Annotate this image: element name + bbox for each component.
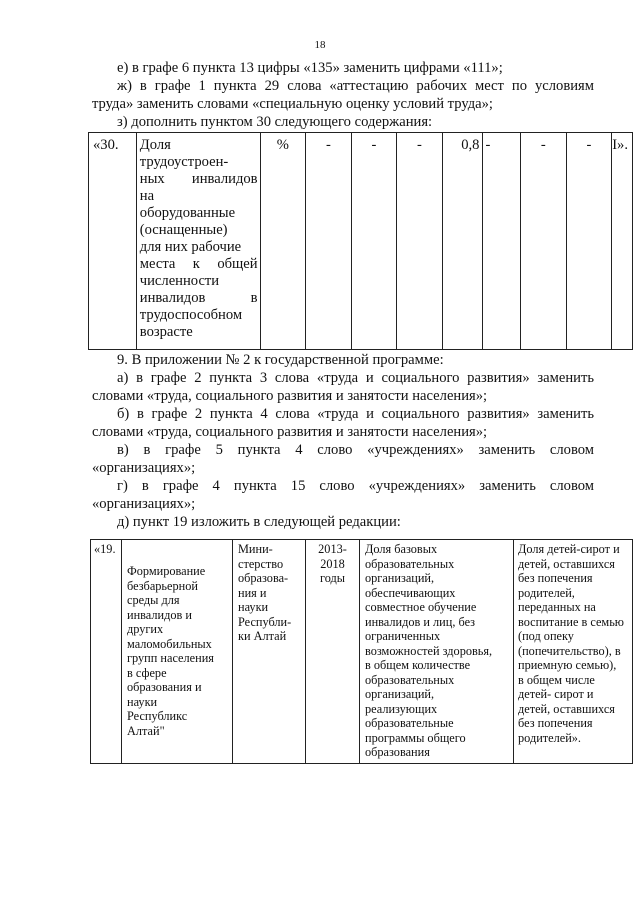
indicator-line: возможностей здоровья, [365, 643, 493, 658]
program-line: Республикс [127, 709, 188, 723]
program-line: маломобильных [127, 636, 212, 651]
program-line: образования и [127, 680, 202, 694]
program-line: в сфере [127, 665, 167, 680]
program-line: групп населения [127, 651, 214, 665]
indicator-line: образования [365, 745, 430, 759]
period-cell [306, 540, 360, 764]
program-name-cell [122, 540, 233, 764]
unit-cell: % [260, 133, 306, 350]
name-line: (оснащенные) [139, 222, 228, 238]
indicator-line: образовательных [365, 672, 455, 687]
name-line: инвалидов в [139, 290, 258, 306]
indicator-line: детей, оставшихся [518, 701, 615, 716]
indicator-line: детей- сирот и [518, 687, 594, 701]
amendment-line-a: а) в графе 2 пункта 3 слова «труда и социального развития» заменить [117, 370, 594, 386]
value-cell-5: - [483, 133, 521, 350]
amendment-line-z: з) дополнить пунктом 30 следующего содержания: [117, 114, 433, 130]
value-cell-3: - [397, 133, 443, 350]
amendment-line-b: б) в графе 2 пункта 4 слова «труда и социального развития» заменить [117, 406, 594, 422]
amendment-line-zh-cont: труда» заменить словами «специальную оценку условий труда»; [92, 96, 493, 112]
program-line: науки [127, 694, 158, 709]
value-cell-2: - [351, 133, 397, 350]
indicator-line: воспитание в семью [518, 614, 624, 629]
row-number: «30. [89, 133, 137, 350]
program-line: безбарьерной [127, 578, 198, 593]
indicator-line: (попечительство), в [518, 643, 621, 658]
amendment-line-zh: ж) в графе 1 пункта 29 слова «аттестацию рабочих мест по условиям [117, 78, 594, 94]
value-cell-1: - [306, 133, 352, 350]
indicator-line: образовательных [365, 556, 455, 571]
indicator-line: приемную семью), [518, 658, 617, 672]
name-line: численности [139, 273, 220, 289]
amendment-line-g: г) в графе 4 пункта 15 слово «учреждениях» заменить словом [117, 478, 594, 494]
program-line: среды для [127, 593, 180, 607]
name-line: возрастe [139, 324, 193, 340]
indicator-line: без попечения [518, 571, 593, 585]
name-line: для них рабочие [139, 239, 242, 255]
executor-line: науки [238, 600, 269, 614]
indicator-line: организаций, [365, 571, 435, 585]
indicator-line: образовательные [365, 716, 454, 730]
amendment-line-a-cont: словами «труда, социального развития и занятости населения»; [92, 388, 488, 404]
value-cell-6: - [521, 133, 567, 350]
program-line: Алтай" [127, 723, 165, 738]
indicator-line: в общем количестве [365, 658, 471, 672]
value-cell-last: I». [612, 133, 633, 350]
amendment-line-b-cont: словами «труда, социального развития и занятости населения»; [92, 424, 488, 440]
page-number: 18 [314, 39, 326, 51]
period-line: 2018 [320, 556, 345, 571]
indicator-line: детей, оставшихся [518, 556, 615, 571]
indicator-line: совместное обучение [365, 600, 477, 614]
executor-cell [233, 540, 306, 764]
indicator-cell-1 [360, 540, 514, 764]
executor-line: ки Алтай [238, 629, 287, 643]
indicator-line: родителей». [518, 730, 582, 745]
indicator-table-30 [88, 132, 633, 350]
program-table-19 [90, 539, 633, 764]
indicator-line: программы общего [365, 730, 466, 745]
indicator-line: обеспечивающих [365, 585, 456, 600]
program-line: инвалидов и [127, 607, 192, 622]
indicator-line: родителей, [518, 585, 575, 600]
indicator-name-cell [136, 133, 260, 350]
indicator-line: переданных на [518, 600, 596, 614]
program-line: других [127, 622, 164, 636]
amendment-line-d: д) пункт 19 изложить в следующей редакции: [117, 514, 401, 530]
indicator-line: без попечения [518, 716, 593, 730]
name-line: оборудованные [139, 205, 236, 221]
indicator-line: Доля детей-сирот и [518, 542, 620, 556]
value-cell-7: - [566, 133, 612, 350]
name-line: трудоустроен- [139, 154, 229, 170]
executor-line: образова- [238, 571, 289, 585]
row-number: «19. [91, 540, 122, 764]
executor-line: Республи- [238, 614, 292, 629]
indicator-cell-2 [514, 540, 633, 764]
indicator-line: организаций, [365, 687, 435, 701]
executor-line: Мини- [238, 542, 273, 556]
period-line: 2013- [318, 542, 347, 556]
executor-line: стерство [238, 556, 284, 571]
name-line: на [139, 188, 155, 204]
indicator-line: инвалидов и лиц, без [365, 614, 476, 629]
name-line: ных инвалидов [139, 171, 258, 187]
amendment-line-v-cont: «организациях»; [92, 460, 196, 476]
value-cell-4: 0,8 [442, 133, 483, 350]
amendment-line-e: е) в графе 6 пункта 13 цифры «135» заменить цифрами «111»; [117, 60, 503, 76]
name-line: места к общей [139, 256, 258, 272]
amendment-line-g-cont: «организациях»; [92, 496, 196, 512]
indicator-line: (под опеку [518, 629, 574, 643]
period-line: годы [319, 571, 346, 585]
executor-line: ния и [238, 585, 267, 600]
name-line: Доля [139, 137, 171, 153]
indicator-line: Доля базовых [365, 542, 438, 556]
name-line: трудоспособном [139, 307, 243, 323]
indicator-line: в общем числе [518, 672, 595, 687]
indicator-line: реализующих [365, 701, 438, 716]
program-line: Формирование [127, 564, 206, 578]
indicator-line: ограниченных [365, 629, 441, 643]
amendment-line-v: в) в графе 5 пункта 4 слово «учреждениях» заменить словом [117, 442, 594, 458]
section-9-heading: 9. В приложении № 2 к государственной программе: [117, 352, 444, 368]
